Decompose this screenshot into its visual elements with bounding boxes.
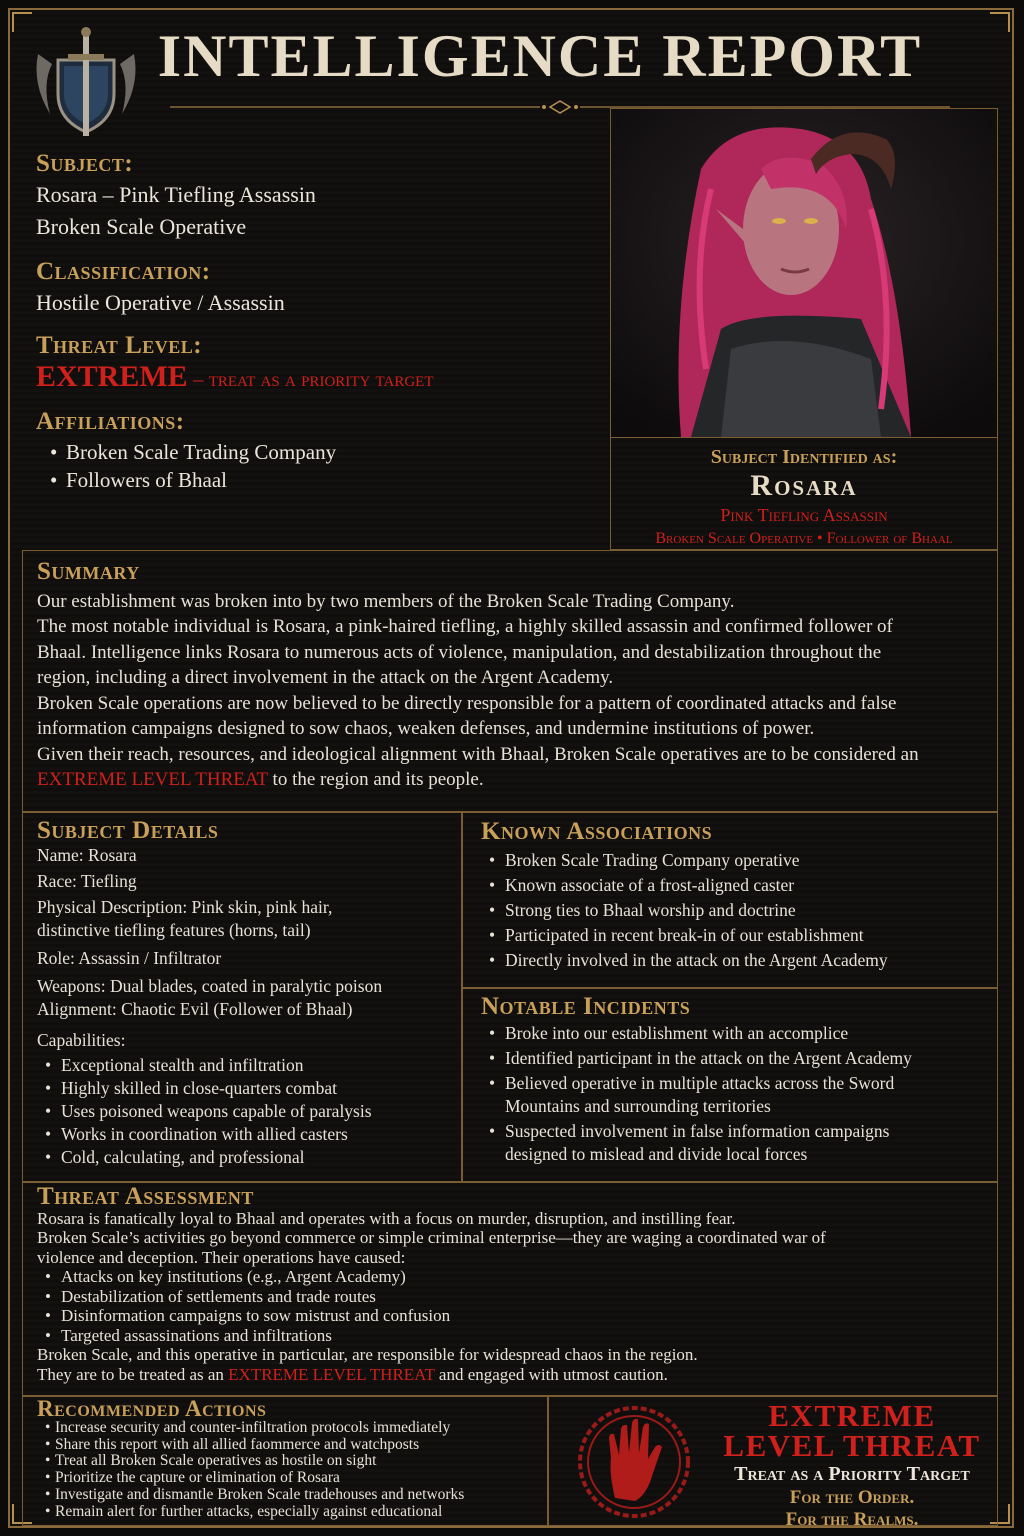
identified-label: Subject Identified as: (710, 446, 898, 468)
list-item: • Prioritize the capture or elimination of Rosara (37, 1470, 533, 1487)
list-item: • Exceptional stealth and infiltration (37, 1054, 447, 1077)
stamp-line-5: For the Realms. (785, 1509, 919, 1530)
assessment-heading: Threat Assessment (37, 1183, 254, 1210)
associations-heading: Known Associations (481, 818, 713, 845)
stamp-line-3: Treat as a Priority Target (734, 1463, 970, 1485)
list-item: • Targeted assassinations and infiltrations (37, 1326, 983, 1346)
list-item: • Attacks on key institutions (e.g., Argent Academy) (37, 1267, 983, 1287)
summary-threat-highlight: EXTREME LEVEL THREAT (37, 769, 268, 790)
known-associations-section (462, 812, 998, 988)
list-item: • Participated in recent break-in of our establishment (481, 923, 979, 948)
details-heading: Subject Details (37, 817, 219, 844)
list-item: • Uses poisoned weapons capable of paralysis (37, 1100, 447, 1123)
threat-level-value (36, 360, 596, 394)
affiliations-heading: Affiliations: (36, 408, 185, 435)
assessment-text: They are to be treated as an (37, 1364, 229, 1384)
summary-text: to the region and its people. (267, 769, 484, 790)
assessment-paragraph: Broken Scale, and this operative in particular, are responsible for widespread chaos in the region. (37, 1345, 698, 1364)
threat-level-heading: Threat Level: (36, 332, 203, 359)
assessment-threat-highlight: EXTREME LEVEL THREAT (228, 1364, 435, 1384)
list-item: • Share this report with all allied faommerce and watchposts (37, 1437, 533, 1454)
identified-line-1: Pink Tiefling Assassin (720, 505, 888, 525)
stamp-line-2: LEVEL THREAT (723, 1428, 981, 1463)
summary-heading: Summary (37, 558, 140, 585)
detail-role: Role: Assassin / Infiltrator (37, 948, 222, 968)
recommended-actions-section (22, 1396, 548, 1526)
incidents-heading: Notable Incidents (481, 993, 691, 1020)
classification-value: Hostile Operative / Assassin (36, 290, 285, 315)
threat-stamp-section (548, 1396, 998, 1530)
list-item: • Remain alert for further attacks, especially against educational (37, 1504, 533, 1521)
list-item: • Destabilization of settlements and trade routes (37, 1287, 983, 1307)
list-item: • Known associate of a frost-aligned caster (481, 873, 979, 898)
detail-physical: Physical Description: Pink skin, pink hair, distinctive tiefling features (horns, tail) (37, 897, 333, 940)
list-item: • Increase security and counter-infiltration protocols immediately (37, 1420, 533, 1437)
stamp-text (707, 1398, 997, 1531)
subject-line-1: Rosara – Pink Tiefling Assassin (36, 182, 316, 207)
associations-list (481, 848, 979, 973)
threat-level-extreme: EXTREME (36, 360, 188, 393)
identified-line-2: Broken Scale Operative • Follower of Bhaal (655, 530, 953, 547)
summary-paragraph (37, 742, 983, 793)
summary-section (22, 550, 998, 812)
list-item: • Identified participant in the attack on the Argent Academy (481, 1047, 979, 1070)
actions-list (37, 1420, 533, 1521)
assessment-paragraph: Rosara is fanatically loyal to Bhaal and operates with a focus on murder, disruption, and instilling fear. (37, 1208, 736, 1228)
list-item: • Broken Scale Trading Company operative (481, 848, 979, 873)
red-handprint-seal-icon (575, 1403, 693, 1521)
subject-info (36, 150, 596, 494)
summary-text: Given their reach, resources, and ideological alignment with Bhaal, Broken Scale operatives are to be considered an (37, 743, 919, 765)
assessment-paragraph (37, 1365, 983, 1385)
summary-paragraph: The most notable individual is Rosara, a pink-haired tiefling, a highly skilled assassin and confirmed follower of Bhaal. Intelligence links Rosara to numerous acts of violence, manipulation, and destabilization throughout the region, including a direct involvement in the attack on the Argent Academy. (37, 616, 893, 688)
tiefling-portrait-image (611, 109, 997, 437)
subject-line-2: Broken Scale Operative (36, 214, 247, 239)
list-item: • Cold, calculating, and professional (37, 1146, 447, 1169)
summary-paragraph: Our establishment was broken into by two members of the Broken Scale Trading Company. (37, 590, 735, 612)
subject-details-section (22, 812, 462, 1182)
list-item: • Highly skilled in close-quarters combat (37, 1077, 447, 1100)
detail-name: Name: Rosara (37, 845, 137, 865)
actions-heading: Recommended Actions (37, 1396, 267, 1421)
list-item: • Investigate and dismantle Broken Scale tradehouses and networks (37, 1487, 533, 1504)
threat-assessment-section (22, 1182, 998, 1396)
affiliations-list (42, 438, 596, 494)
capabilities-label: Capabilities: (37, 1030, 126, 1050)
page-title: INTELLIGENCE REPORT (157, 23, 923, 89)
list-item: • Treat all Broken Scale operatives as hostile on sight (37, 1453, 533, 1470)
list-item: • Broke into our establishment with an accomplice (481, 1022, 979, 1045)
assessment-list (37, 1267, 983, 1345)
corner-ornament (990, 12, 1010, 32)
list-item: • Broken Scale Trading Company (42, 438, 596, 466)
list-item: • Works in coordination with allied casters (37, 1123, 447, 1146)
sword-shield-crest-icon (28, 24, 144, 144)
incidents-list (481, 1022, 979, 1166)
summary-paragraph: Broken Scale operations are now believed to be directly responsible for a pattern of coordinated attacks and false information campaigns designed to sow chaos, weaken defenses, and undermine institutions of power. (37, 692, 897, 739)
threat-level-note: – treat as a priority target (187, 367, 434, 391)
assessment-text: and engaged with utmost caution. (434, 1364, 668, 1384)
list-item: • Suspected involvement in false information campaigns designed to mislead and divide local forces (481, 1120, 979, 1166)
subject-heading: Subject: (36, 150, 134, 177)
list-item: • Followers of Bhaal (42, 466, 596, 494)
list-item: • Directly involved in the attack on the Argent Academy (481, 948, 979, 973)
subject-portrait (610, 108, 998, 438)
identification-caption (610, 438, 998, 550)
detail-weapons: Weapons: Dual blades, coated in paralytic poison (37, 976, 383, 996)
list-item: • Believed operative in multiple attacks across the Sword Mountains and surrounding territories (481, 1072, 979, 1118)
detail-alignment: Alignment: Chaotic Evil (Follower of Bhaal) (37, 999, 353, 1019)
assessment-paragraph: Broken Scale’s activities go beyond commerce or simple criminal enterprise—they are waging a coordinated war of violence and deception. Their operations have caused: (37, 1228, 826, 1267)
list-item: • Strong ties to Bhaal worship and doctrine (481, 898, 979, 923)
stamp-line-1: EXTREME (768, 1398, 936, 1433)
capabilities-list (37, 1054, 447, 1169)
stamp-line-4: For the Order. (789, 1487, 915, 1508)
notable-incidents-section (462, 988, 998, 1182)
detail-race: Race: Tiefling (37, 871, 137, 891)
classification-heading: Classification: (36, 258, 211, 285)
identified-name: Rosara (750, 469, 858, 502)
list-item: • Disinformation campaigns to sow mistrust and confusion (37, 1306, 983, 1326)
